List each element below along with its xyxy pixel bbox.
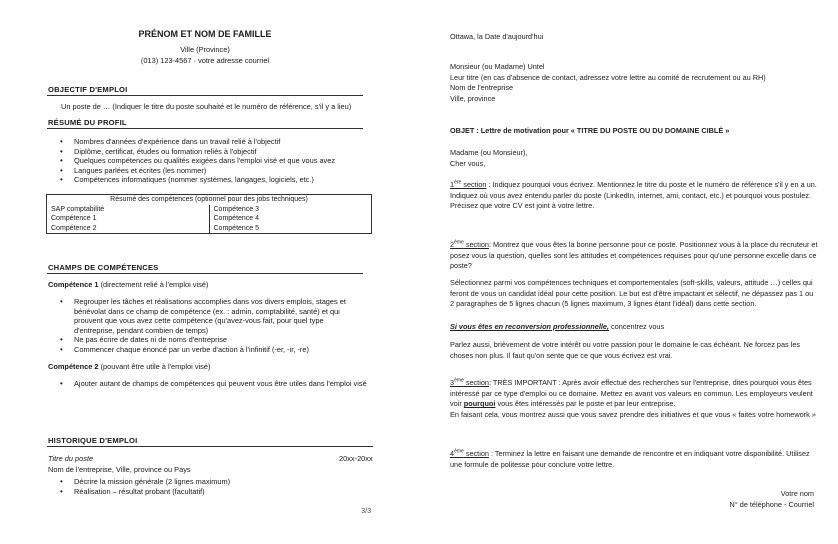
- section-3-paragraph-2: En faisant cela, vous montrez aussi que vous savez prendre des initiatives et que vous « faites votre homework »: [450, 410, 816, 419]
- signature-contact: N° de téléphone - Courriel: [729, 500, 814, 509]
- list-item: • Langues parlées et écrites (les nommer): [48, 166, 378, 176]
- profile-heading: RÉSUMÉ DU PROFIL: [48, 118, 127, 127]
- section-4-label: 4ème section: [450, 448, 489, 458]
- section-3-text-a: : TRÈS IMPORTANT : Après avoir effectué des recherches sur l'entreprise, dites pourquoi vous êtes intéressé par ce type d'emploi ou ce domaine. Mettez en avant vos valeurs en commun. Les employeurs veulent voir: [450, 378, 813, 409]
- list-item: • Regrouper les tâches et réalisations accomplies dans vos divers emplois, stages et bénévolat dans ce champ de compétence (ex. : admin, comptabilité, santé) et qui prouvent que vous avez cette compétence (qu'avez-vous fait, pour quel type d'entreprise, pendant combien de temps): [48, 297, 366, 335]
- table-cell: Compétence 1: [47, 214, 210, 224]
- section-2-paragraph-3: Parlez aussi, brièvement de votre intérêt ou votre passion pour le domaine le cas échéant. Ne forcez pas les choses non plus. Il faut qu'on sente que ce que vous écrivez est vrai.: [450, 340, 801, 360]
- recipient-city: Ville, province: [450, 93, 496, 103]
- salutation-line-1: Madame (ou Monsieur),: [450, 148, 528, 157]
- reconversion-label: Si vous êtes en reconversion professionnelle,: [450, 322, 609, 331]
- skill1-heading: [48, 280, 208, 290]
- section-1-label: 1ère section: [450, 179, 487, 189]
- table-cell: SAP comptabilité: [47, 205, 210, 215]
- cv-location: Ville (Province): [180, 45, 230, 54]
- list-item: • Ne pas écrire de dates ni de noms d'entreprise: [48, 335, 366, 345]
- section-3-pourquoi: pourquoi: [463, 399, 496, 409]
- list-item: • Quelques compétences ou qualités exigées dans l'emploi visé et que vous avez: [48, 156, 378, 166]
- list-item: • Réalisation – résultat probant (facultatif): [48, 487, 368, 497]
- section-3-label: 3ème section: [450, 377, 489, 387]
- section-3: [450, 378, 818, 410]
- letter-object: OBJET : Lettre de motivation pour « TITRE DU POSTE OU DU DOMAINE CIBLÉ »: [450, 126, 730, 135]
- table-title: Résumé des compétences (optionnel pour des jobs techniques): [47, 195, 372, 205]
- section-4: [450, 449, 818, 470]
- section-1-text: : Indiquez pourquoi vous écrivez. Mentionnez le titre du poste et le numéro de référence s'il y en a un. Indiquez où vous avez entendu parler du poste (LinkedIn, internet, ami, contact, etc.) et pourquoi vous postulez. Précisez que votre CV est joint à votre lettre.: [450, 180, 817, 211]
- history-rule: [47, 446, 373, 447]
- section-2-label: 2ème section: [450, 239, 489, 249]
- job-company: Nom de l'entreprise, Ville, province ou Pays: [48, 465, 191, 474]
- skill1-note: (directement relié à l'emploi visé): [98, 280, 209, 289]
- job-list: [48, 477, 368, 496]
- list-item: • Commencer chaque énoncé par un verbe d'action à l'infinitif (-er, -ir, -re): [48, 345, 366, 355]
- page-number: 3/3: [361, 506, 372, 515]
- skill2-list: [48, 379, 370, 389]
- section-3-text-b: vous êtes intéressés par le poste et par leur entreprise.: [495, 399, 676, 409]
- reconversion-text: concentrez vous: [608, 322, 665, 331]
- cv-name: PRÉNOM ET NOM DE FAMILLE: [138, 29, 272, 39]
- letter-salutation: [450, 148, 818, 169]
- job-dates: 20xx-20xx: [339, 454, 373, 463]
- table-cell: Compétence 3: [209, 205, 372, 215]
- history-heading: HISTORIQUE D'EMPLOI: [48, 436, 138, 445]
- cv-page: [0, 0, 410, 544]
- letter-date: Ottawa, la Date d'aujourd'hui: [450, 32, 544, 41]
- skill2-title: Compétence 2: [48, 362, 99, 371]
- profile-list: [48, 137, 378, 185]
- profile-rule: [47, 128, 363, 129]
- recipient-company: Nom de l'entreprise: [450, 83, 514, 93]
- list-item: • Ajouter autant de champs de compétences qui peuvent vous être utiles dans l'emploi visé: [48, 379, 370, 389]
- section-2-reconversion: [450, 322, 818, 333]
- letter-page: [420, 0, 838, 544]
- skills-summary-table: [46, 194, 372, 234]
- signature-name: Votre nom: [780, 489, 814, 498]
- section-2: [450, 240, 818, 272]
- cv-contact: (013) 123-4567 · votre adresse courriel: [140, 56, 270, 65]
- objective-heading: OBJECTIF D'EMPLOI: [48, 85, 128, 94]
- objective-text: Un poste de … (Indiquer le titre du poste souhaité et le numéro de référence, s'il y a lieu): [61, 102, 352, 111]
- skill2-note: (pouvant être utile à l'emploi visé): [98, 362, 211, 371]
- recipient-title: Leur titre (en cas d'absence de contact, adressez votre lettre au comité de recrutement ou au RH): [450, 72, 766, 82]
- skills-heading: CHAMPS DE COMPÉTENCES: [48, 263, 159, 272]
- job-title: Titre du poste: [48, 454, 94, 463]
- recipient-block: [450, 62, 818, 104]
- list-item: • Diplôme, certificat, études ou formation reliés à l'objectif: [48, 147, 378, 157]
- list-item: • Nombres d'années d'expérience dans un travail relié à l'objectif: [48, 137, 378, 147]
- recipient-name: Monsieur (ou Madame) Untel: [450, 62, 545, 71]
- section-1: [450, 180, 818, 212]
- skills-rule: [47, 273, 363, 274]
- skill1-title: Compétence 1: [48, 280, 99, 289]
- skill1-list: [48, 297, 366, 355]
- section-2-text: : Montrez que vous êtes la bonne personne pour ce poste. Positionnez vous à la place du recruteur et posez vous la question, quelles sont les attitudes et compétences requises pour qu'une personne excelle dans ce poste?: [450, 240, 818, 271]
- list-item: • Décrire la mission générale (2 lignes maximum): [48, 477, 368, 487]
- section-4-text: : Terminez la lettre en faisant une demande de rencontre et en indiquant votre disponibilité. Utilisez une formule de politesse pour conclure votre lettre.: [450, 449, 810, 469]
- table-cell: Compétence 4: [209, 214, 372, 224]
- objective-rule: [47, 95, 363, 96]
- section-2-paragraph-2: Sélectionnez parmi vos compétences techniques et comportementales (soft-skills, valeurs, attitude …) celles qui feront de vous un candidat idéal pour cette position. Le but est d'être impactant et sélectif, ne dépassez pas 1 ou 2 paragraphes de 5 lignes chacun (5 lignes maximum, 3 lignes étant l'idéal) dans cette section.: [450, 278, 814, 309]
- skill2-heading: [48, 362, 210, 372]
- salutation-line-2: Cher vous,: [450, 158, 486, 168]
- table-cell: Compétence 2: [47, 224, 210, 234]
- list-item: • Compétences informatiques (nommer systèmes, langages, logiciels, etc.): [48, 175, 378, 185]
- table-cell: Compétence 5: [209, 224, 372, 234]
